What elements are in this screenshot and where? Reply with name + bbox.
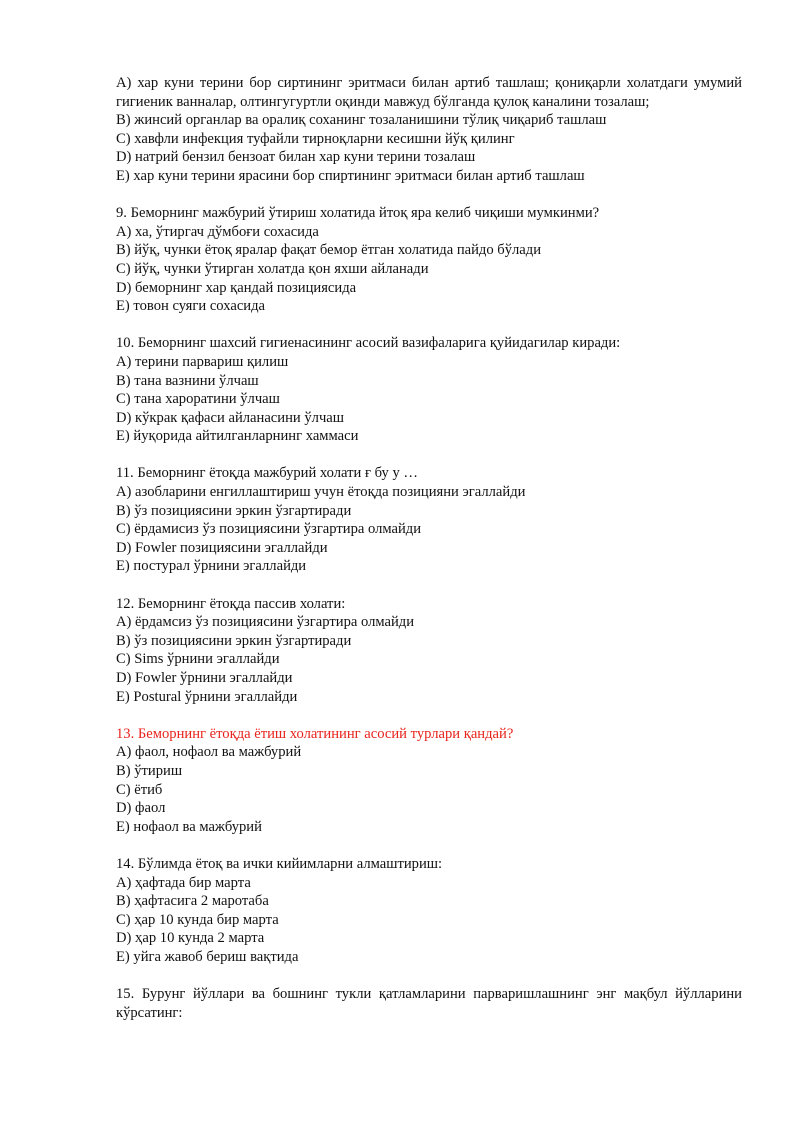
option-d: D) ҳар 10 кунда 2 марта: [116, 930, 265, 947]
question-text: 9. Беморнинг мажбурий ўтириш холатида йтоқ яра келиб чиқиши мумкинми?: [116, 205, 600, 222]
option-b: B) ҳафтасига 2 маротаба: [116, 893, 269, 910]
option-e: E) йуқорида айтилганларнинг хаммаси: [116, 428, 359, 445]
option-e: E) уйга жавоб бериш вақтида: [116, 948, 299, 965]
option-b: B) жинсий органлар ва оралиқ соханинг тозаланишини тўлиқ чиқариб ташлаш: [116, 112, 607, 129]
option-b: B) ўз позициясини эркин ўзгартиради: [116, 632, 352, 649]
option-a: A) ҳафтада бир марта: [116, 874, 251, 891]
question-text-highlighted: 13. Беморнинг ётоқда ётиш холатининг асосий турлари қандай?: [116, 725, 514, 742]
option-b: B) ўтириш: [116, 762, 183, 779]
option-c: C) ётиб: [116, 781, 163, 798]
option-d: D) беморнинг хар қандай позициясида: [116, 279, 357, 296]
option-d: D) Fowler ўрнини эгаллайди: [116, 670, 293, 686]
top-answer-block: [116, 74, 742, 186]
option-d: D) Fowler позициясини эгаллайди: [116, 539, 328, 556]
option-e: E) хар куни терини ярасини бор спиртининг эритмаси билан артиб ташлаш: [116, 167, 585, 184]
question-11: [116, 464, 742, 576]
option-a: A) фаол, нофаол ва мажбурий: [116, 744, 302, 761]
question-10: [116, 334, 742, 446]
option-a: A) азобларини енгиллаштириш учун ётоқда позицияни эгаллайди: [116, 484, 526, 501]
option-c: C) Sims ўрнини эгаллайди: [116, 651, 280, 668]
option-a: A) хар куни терини бор сиртининг эритмаси билан артиб ташлаш; қониқарли холатдаги умумий гигиеник ванналар, олтингугуртли оқинди мавжуд бўлганда қулоқ каналини тозалаш;: [116, 75, 742, 110]
question-14: [116, 855, 742, 967]
option-c: C) тана хароратини ўлчаш: [116, 391, 280, 408]
option-a: A) ха, ўтиргач дўмбоғи сохасида: [116, 223, 319, 240]
option-e: E) Postural ўрнини эгаллайди: [116, 688, 298, 705]
option-d: D) натрий бензил бензоат билан хар куни терини тозалаш: [116, 149, 476, 166]
document-page: [116, 74, 742, 1022]
option-d: D) фаол: [116, 800, 166, 817]
question-9: [116, 204, 742, 316]
option-c: C) хавфли инфекция туфайли тирноқларни кесишни йўқ қилинг: [116, 130, 515, 147]
option-c: C) йўқ, чунки ўтирган холатда қон яхши айланади: [116, 260, 429, 277]
option-a: A) ёрдамсиз ўз позициясини ўзгартира олмайди: [116, 614, 415, 631]
option-e: E) постурал ўрнини эгаллайди: [116, 558, 307, 575]
option-c: C) ҳар 10 кунда бир марта: [116, 911, 279, 928]
option-b: B) ўз позициясини эркин ўзгартиради: [116, 502, 352, 519]
question-13: [116, 725, 742, 837]
option-e: E) товон суяги сохасида: [116, 298, 266, 315]
option-a: A) терини парвариш қилиш: [116, 353, 289, 370]
question-15: [116, 985, 742, 1022]
question-text: 14. Бўлимда ётоқ ва ички кийимларни алмаштириш:: [116, 855, 443, 872]
question-12: [116, 595, 742, 707]
option-c: C) ёрдамисиз ўз позициясини ўзгартира олмайди: [116, 521, 422, 538]
option-d: D) кўкрак қафаси айланасини ўлчаш: [116, 409, 344, 426]
question-text: 11. Беморнинг ётоқда мажбурий холати ғ бу у …: [116, 465, 418, 482]
option-b: B) тана вазнини ўлчаш: [116, 372, 259, 389]
option-e: E) нофаол ва мажбурий: [116, 818, 262, 835]
question-text: 15. Бурунг йўллари ва бошнинг тукли қатламларини парваришлашнинг энг мақбул йўлларини кўрсатинг:: [116, 986, 742, 1021]
option-b: B) йўқ, чунки ётоқ яралар фақат бемор ётган холатида пайдо бўлади: [116, 242, 542, 259]
question-text: 10. Беморнинг шахсий гигиенасининг асосий вазифаларига қуйидагилар киради:: [116, 335, 621, 352]
question-text: 12. Беморнинг ётоқда пассив холати:: [116, 595, 346, 612]
